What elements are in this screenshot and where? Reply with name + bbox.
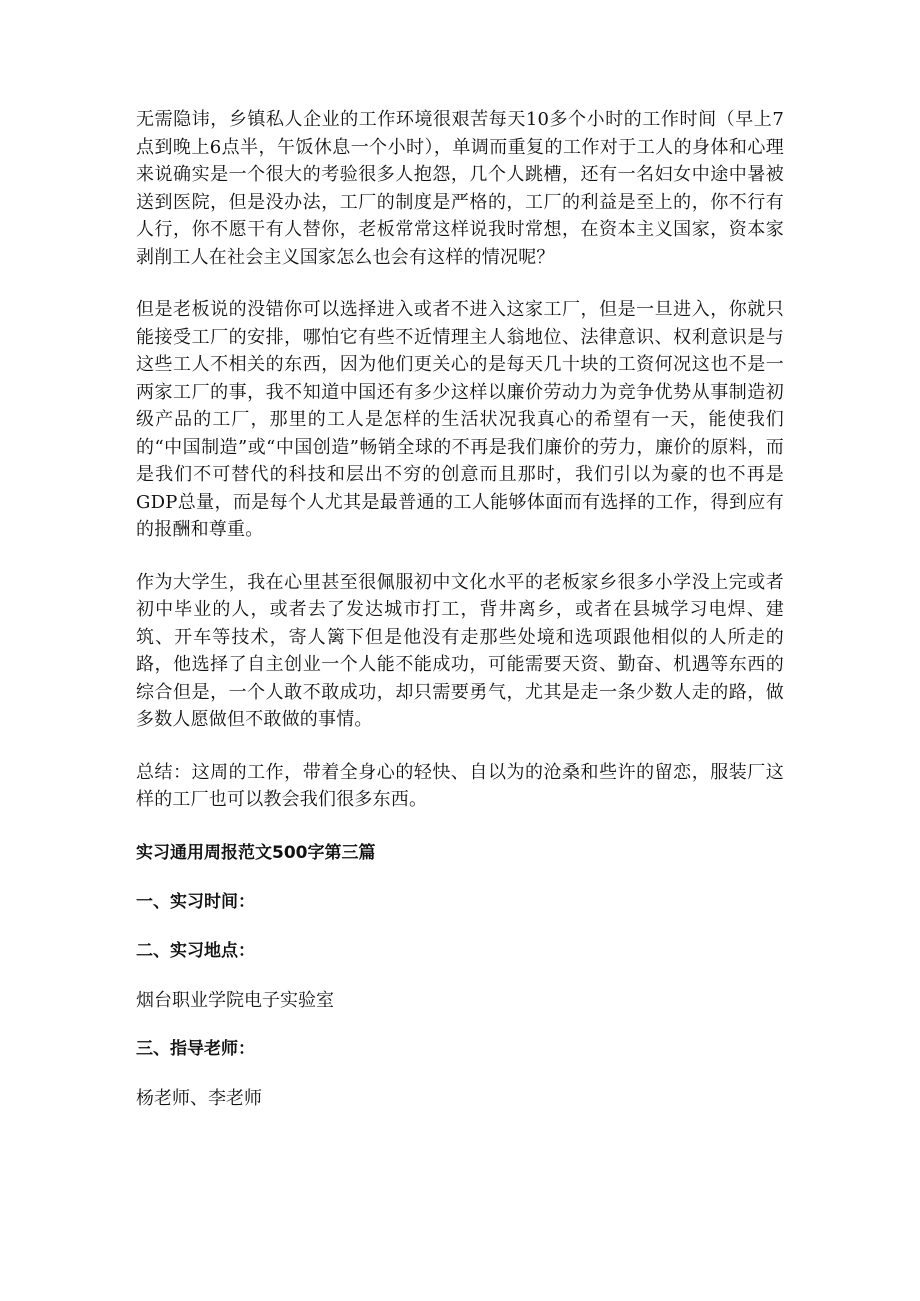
item-value-teacher: 杨老师、李老师 [136, 1087, 262, 1109]
body-paragraph-4: 总结：这周的工作，带着全身心的轻快、自以为的沧桑和些许的留恋，服装厂这样的工厂也可以教会我们很多东西。 [136, 761, 784, 810]
item-heading-location: 二、实习地点： [136, 940, 255, 961]
item-heading-teacher: 三、指导老师： [136, 1038, 255, 1059]
body-paragraph-3: 作为大学生，我在心里甚至很佩服初中文化水平的老板家乡很多小学没上完或者初中毕业的人，或者去了发达城市打工，背井离乡，或者在县城学习电焊、建筑、开车等技术，寄人篱下但是他没有走那些处境和选项跟他相似的人所走的路，他选择了自主创业一个人能不能成功，可能需要天资、勤奋、机遇等东西的综合但是，一个人敢不敢成功，却只需要勇气，尤其是走一条少数人走的路，做多数人愿做但不敢做的事情。 [136, 571, 784, 730]
body-paragraph-2: 但是老板说的没错你可以选择进入或者不进入这家工厂，但是一旦进入，你就只能接受工厂的安排，哪怕它有些不近情理主人翁地位、法律意识、权利意识是与这些工人不相关的东西，因为他们更关心的是每天几十块的工资何况这也不是一两家工厂的事，我不知道中国还有多少这样以廉价劳动力为竞争优势从事制造初级产品的工厂，那里的工人是怎样的生活状况我真心的希望有一天，能使我们的“中国制造”或“中国创造”畅销全球的不再是我们廉价的劳力，廉价的原料，而是我们不可替代的科技和层出不穷的创意而且那时，我们引以为豪的也不再是GDP总量，而是每个人尤其是最普通的工人能够体面而有选择的工作，得到应有的报酬和尊重。 [136, 299, 784, 540]
item-heading-time: 一、实习时间： [136, 891, 255, 912]
item-value-location: 烟台职业学院电子实验室 [136, 989, 334, 1011]
document-body [136, 106, 784, 1134]
body-paragraph-1: 无需隐讳，乡镇私人企业的工作环境很艰苦每天10多个小时的工作时间（早上7点到晚上6点半，午饭休息一个小时），单调而重复的工作对于工人的身体和心理来说确实是一个很大的考验很多人抱怨，几个人跳槽，还有一名妇女中途中暑被送到医院，但是没办法，工厂的制度是严格的，工厂的利益是至上的，你不行有人行，你不愿干有人替你，老板常常这样说我时常想，在资本主义国家，资本家剥削工人在社会主义国家怎么也会有这样的情况呢？ [136, 109, 784, 268]
section-title: 实习通用周报范文500字第三篇 [136, 842, 376, 863]
